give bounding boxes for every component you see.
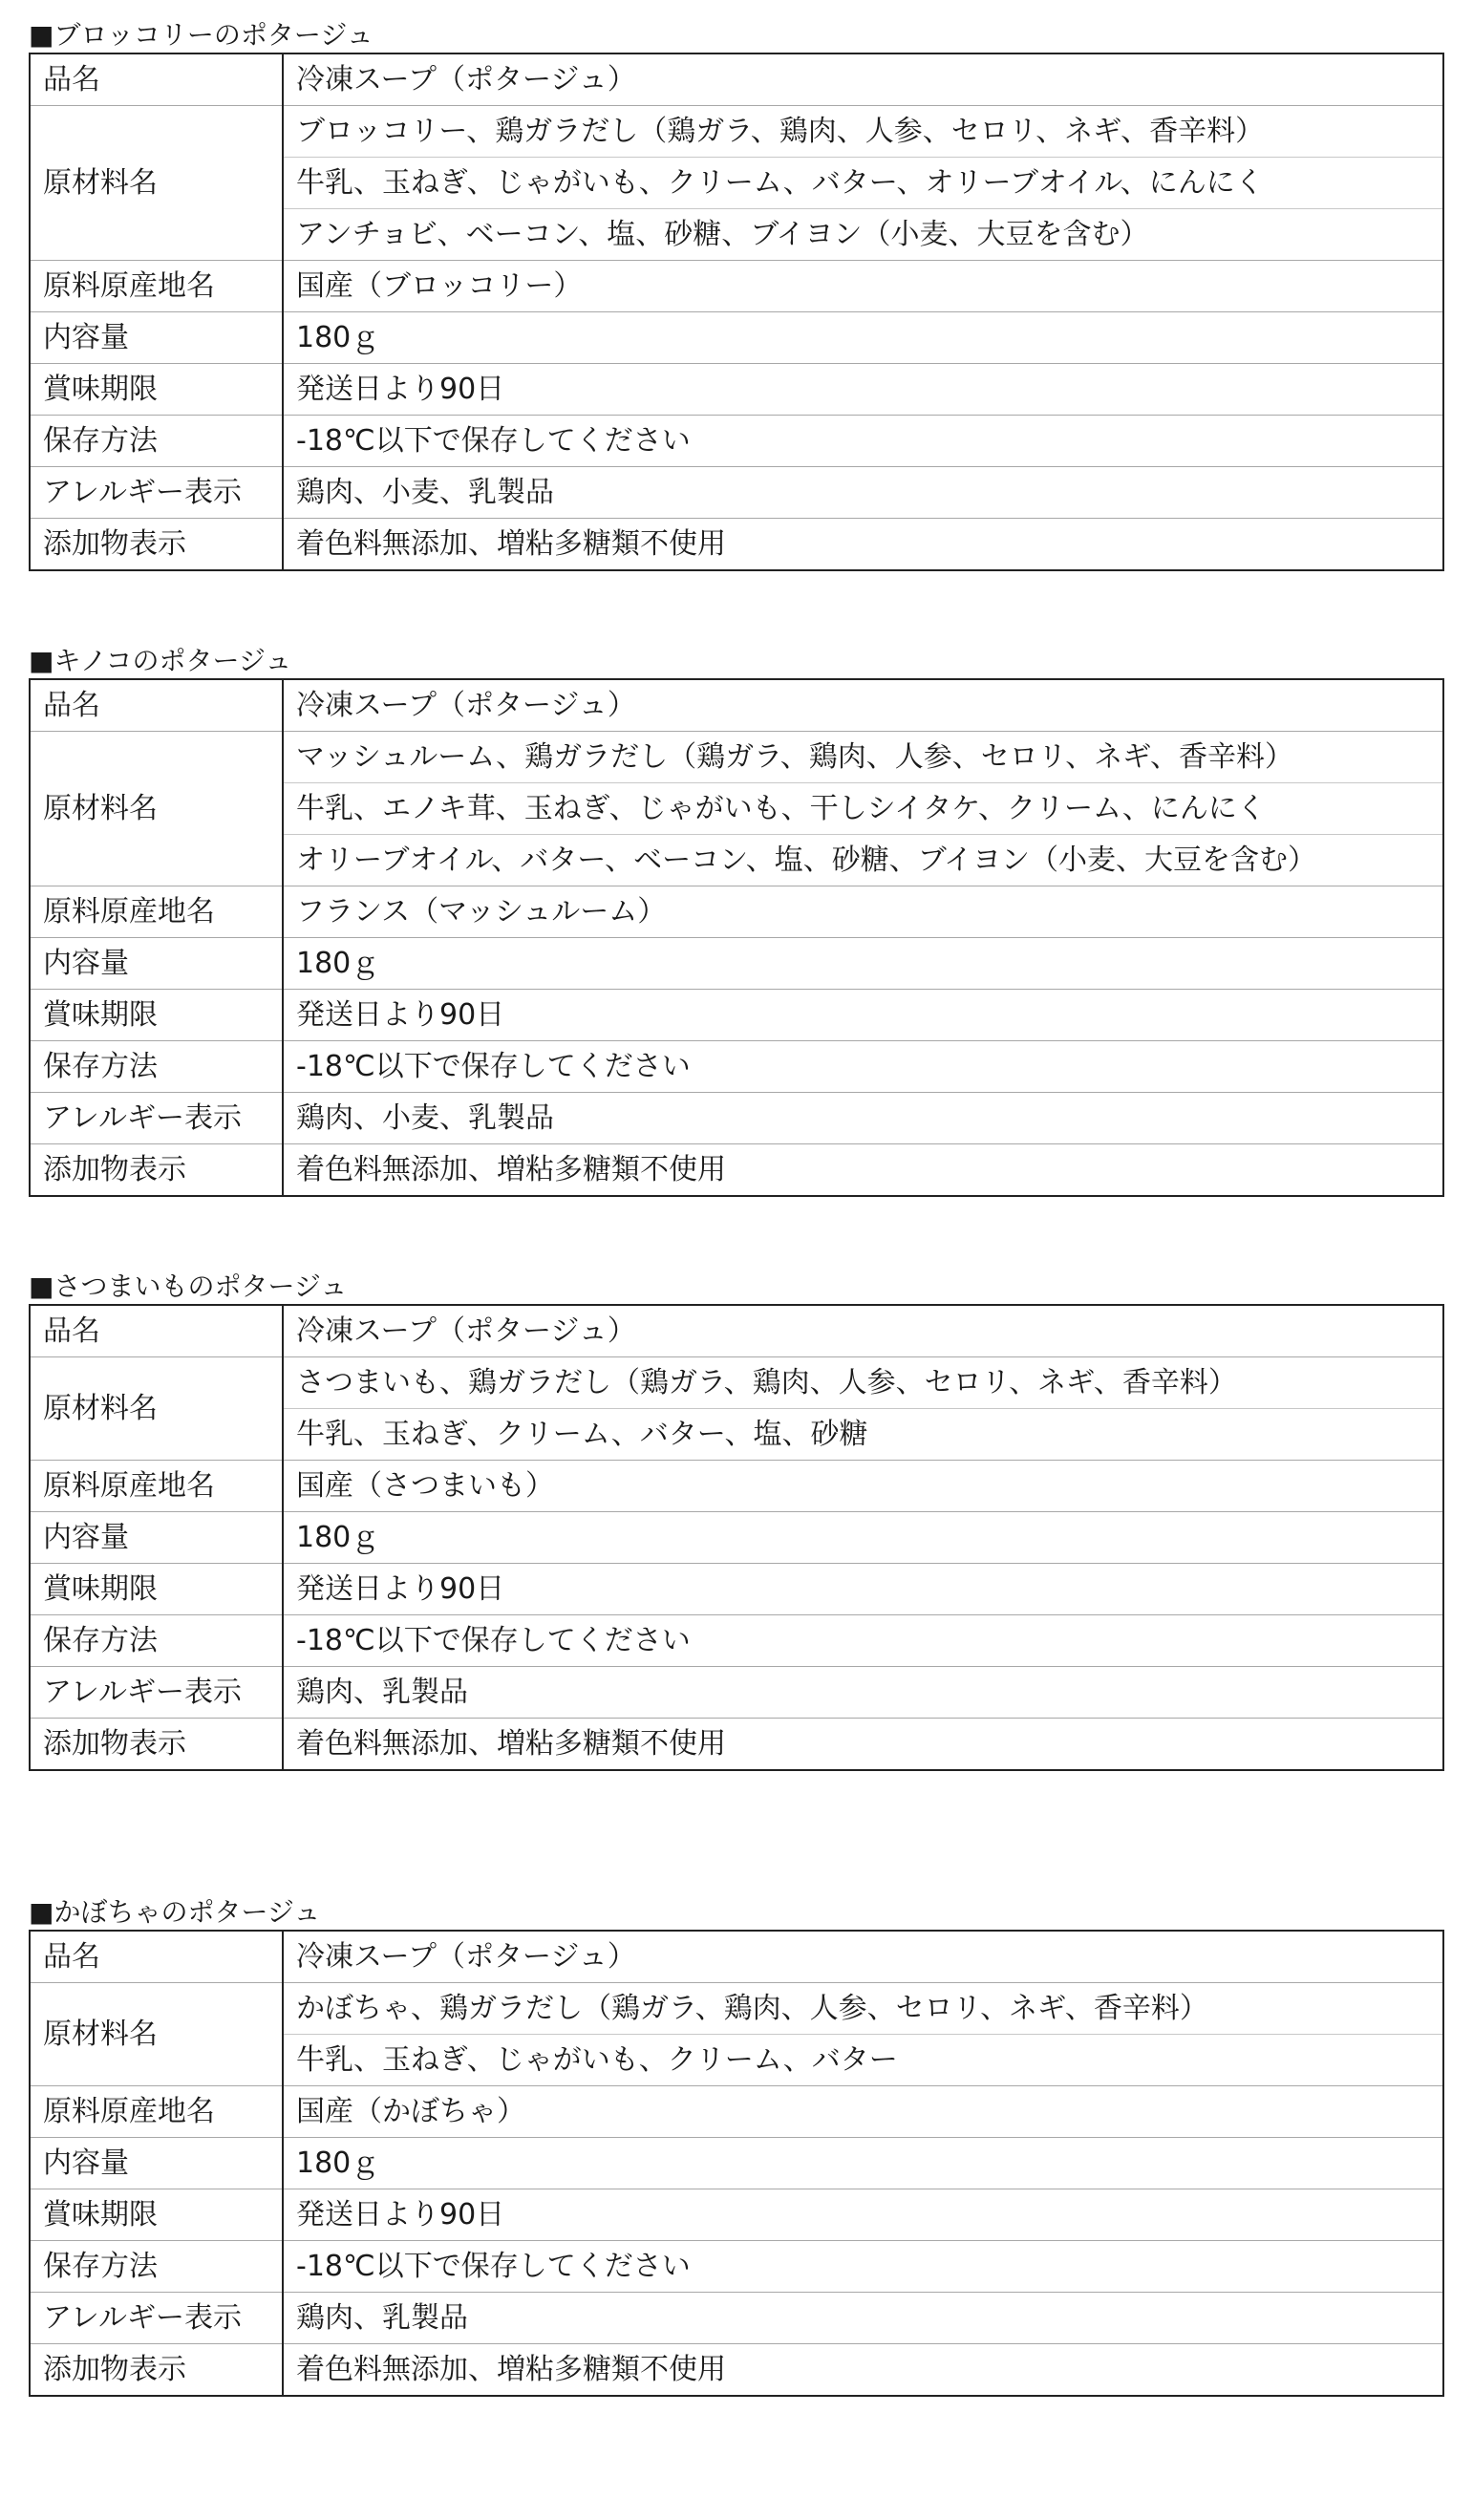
row-value: 国産（かぼちゃ）	[283, 2086, 1443, 2138]
row-value: 180ｇ	[283, 1512, 1443, 1564]
table-row	[30, 1564, 1443, 1615]
row-label: 賞味期限	[30, 1564, 283, 1615]
row-label: アレルギー表示	[30, 1667, 283, 1719]
table-row	[30, 1512, 1443, 1564]
row-label: アレルギー表示	[30, 1093, 283, 1144]
product-section	[29, 17, 1444, 643]
table-row	[30, 2086, 1443, 2138]
row-label: 添加物表示	[30, 519, 283, 571]
spec-table	[29, 1930, 1444, 2397]
table-row	[30, 1667, 1443, 1719]
ingredients-cell	[283, 1357, 1443, 1461]
table-row	[30, 732, 1443, 886]
ingredient-line: 牛乳、玉ねぎ、クリーム、バター、塩、砂糖	[296, 1418, 868, 1451]
row-value: 鶏肉、小麦、乳製品	[283, 467, 1443, 519]
product-section	[29, 643, 1444, 1269]
section-title: ■ブロッコリーのポタージュ	[29, 19, 374, 51]
row-label: アレルギー表示	[30, 467, 283, 519]
row-label: 賞味期限	[30, 990, 283, 1041]
row-label: 内容量	[30, 2138, 283, 2189]
row-label: 品名	[30, 1305, 283, 1357]
table-row	[30, 2138, 1443, 2189]
ingredient-line: ブロッコリー、鶏ガラだし（鶏ガラ、鶏肉、人参、セロリ、ネギ、香辛料）	[284, 106, 1442, 158]
product-section	[29, 1269, 1444, 1894]
row-label: 品名	[30, 1931, 283, 1983]
row-value: 180ｇ	[283, 2138, 1443, 2189]
row-label: 賞味期限	[30, 364, 283, 416]
row-label: 原料原産地名	[30, 261, 283, 312]
table-row	[30, 679, 1443, 732]
row-label: 添加物表示	[30, 2344, 283, 2397]
row-label: 保存方法	[30, 1041, 283, 1093]
row-value: 冷凍スープ（ポタージュ）	[283, 53, 1443, 106]
section-title: ■さつまいものポタージュ	[29, 1271, 348, 1302]
row-value: 国産（さつまいも）	[283, 1461, 1443, 1512]
row-value: 発送日より90日	[283, 364, 1443, 416]
ingredient-line: マッシュルーム、鶏ガラだし（鶏ガラ、鶏肉、人参、セロリ、ネギ、香辛料）	[284, 732, 1442, 783]
table-row	[30, 519, 1443, 571]
row-value: 鶏肉、乳製品	[283, 2293, 1443, 2344]
row-label: 添加物表示	[30, 1719, 283, 1771]
table-row	[30, 467, 1443, 519]
table-row	[30, 1357, 1443, 1461]
section-title: ■キノコのポタージュ	[29, 645, 292, 676]
product-info-sheet	[29, 17, 1444, 2520]
row-value: 冷凍スープ（ポタージュ）	[283, 679, 1443, 732]
table-row	[30, 1093, 1443, 1144]
ingredient-line: かぼちゃ、鶏ガラだし（鶏ガラ、鶏肉、人参、セロリ、ネギ、香辛料）	[284, 1983, 1442, 2035]
row-label: 品名	[30, 679, 283, 732]
row-label: 内容量	[30, 938, 283, 990]
table-row	[30, 1719, 1443, 1771]
row-value: 冷凍スープ（ポタージュ）	[283, 1305, 1443, 1357]
row-label: アレルギー表示	[30, 2293, 283, 2344]
row-label: 添加物表示	[30, 1144, 283, 1197]
row-value: 鶏肉、乳製品	[283, 1667, 1443, 1719]
row-label: 保存方法	[30, 416, 283, 467]
row-label: 内容量	[30, 312, 283, 364]
row-label: 内容量	[30, 1512, 283, 1564]
ingredient-line: 牛乳、玉ねぎ、じゃがいも、クリーム、バター、オリーブオイル、にんにく	[284, 158, 1442, 209]
row-label: 原材料名	[30, 106, 283, 261]
row-value: 着色料無添加、増粘多糖類不使用	[283, 1144, 1443, 1197]
ingredient-line: アンチョビ、ベーコン、塩、砂糖、ブイヨン（小麦、大豆を含む）	[296, 218, 1149, 251]
row-label: 原料原産地名	[30, 886, 283, 938]
row-value: 着色料無添加、増粘多糖類不使用	[283, 2344, 1443, 2397]
ingredient-line: さつまいも、鶏ガラだし（鶏ガラ、鶏肉、人参、セロリ、ネギ、香辛料）	[284, 1357, 1442, 1409]
spec-table	[29, 678, 1444, 1197]
row-label: 原料原産地名	[30, 2086, 283, 2138]
table-row	[30, 106, 1443, 261]
table-row	[30, 938, 1443, 990]
ingredient-line: 牛乳、玉ねぎ、じゃがいも、クリーム、バター	[296, 2043, 898, 2077]
table-row	[30, 1931, 1443, 1983]
row-label: 原料原産地名	[30, 1461, 283, 1512]
table-row	[30, 416, 1443, 467]
ingredients-cell	[283, 1983, 1443, 2086]
row-value: 180ｇ	[283, 312, 1443, 364]
spec-table	[29, 53, 1444, 571]
row-label: 原材料名	[30, 732, 283, 886]
spec-table	[29, 1304, 1444, 1771]
table-row	[30, 990, 1443, 1041]
row-value: フランス（マッシュルーム）	[283, 886, 1443, 938]
table-row	[30, 53, 1443, 106]
row-label: 品名	[30, 53, 283, 106]
row-value: 冷凍スープ（ポタージュ）	[283, 1931, 1443, 1983]
product-section	[29, 1894, 1444, 2520]
table-row	[30, 2189, 1443, 2241]
ingredient-line: 牛乳、エノキ茸、玉ねぎ、じゃがいも、干しシイタケ、クリーム、にんにく	[284, 783, 1442, 835]
row-value: 180ｇ	[283, 938, 1443, 990]
ingredient-line: オリーブオイル、バター、ベーコン、塩、砂糖、ブイヨン（小麦、大豆を含む）	[296, 844, 1316, 877]
table-row	[30, 261, 1443, 312]
table-row	[30, 312, 1443, 364]
row-value: 着色料無添加、増粘多糖類不使用	[283, 1719, 1443, 1771]
table-row	[30, 1461, 1443, 1512]
table-row	[30, 2241, 1443, 2293]
row-value: 着色料無添加、増粘多糖類不使用	[283, 519, 1443, 571]
ingredients-cell	[283, 732, 1443, 886]
row-label: 保存方法	[30, 2241, 283, 2293]
table-row	[30, 2293, 1443, 2344]
table-row	[30, 1041, 1443, 1093]
row-value: 発送日より90日	[283, 2189, 1443, 2241]
row-label: 賞味期限	[30, 2189, 283, 2241]
row-label: 原材料名	[30, 1357, 283, 1461]
row-label: 原材料名	[30, 1983, 283, 2086]
row-value: -18℃以下で保存してください	[283, 2241, 1443, 2293]
table-row	[30, 2344, 1443, 2397]
section-title: ■かぼちゃのポタージュ	[29, 1896, 321, 1928]
row-value: 発送日より90日	[283, 990, 1443, 1041]
table-row	[30, 1144, 1443, 1197]
row-value: -18℃以下で保存してください	[283, 416, 1443, 467]
row-value: 鶏肉、小麦、乳製品	[283, 1093, 1443, 1144]
row-value: 国産（ブロッコリー）	[283, 261, 1443, 312]
row-value: -18℃以下で保存してください	[283, 1615, 1443, 1667]
table-row	[30, 1615, 1443, 1667]
row-value: 発送日より90日	[283, 1564, 1443, 1615]
table-row	[30, 364, 1443, 416]
row-value: -18℃以下で保存してください	[283, 1041, 1443, 1093]
ingredients-cell	[283, 106, 1443, 261]
table-row	[30, 1305, 1443, 1357]
table-row	[30, 886, 1443, 938]
table-row	[30, 1983, 1443, 2086]
row-label: 保存方法	[30, 1615, 283, 1667]
